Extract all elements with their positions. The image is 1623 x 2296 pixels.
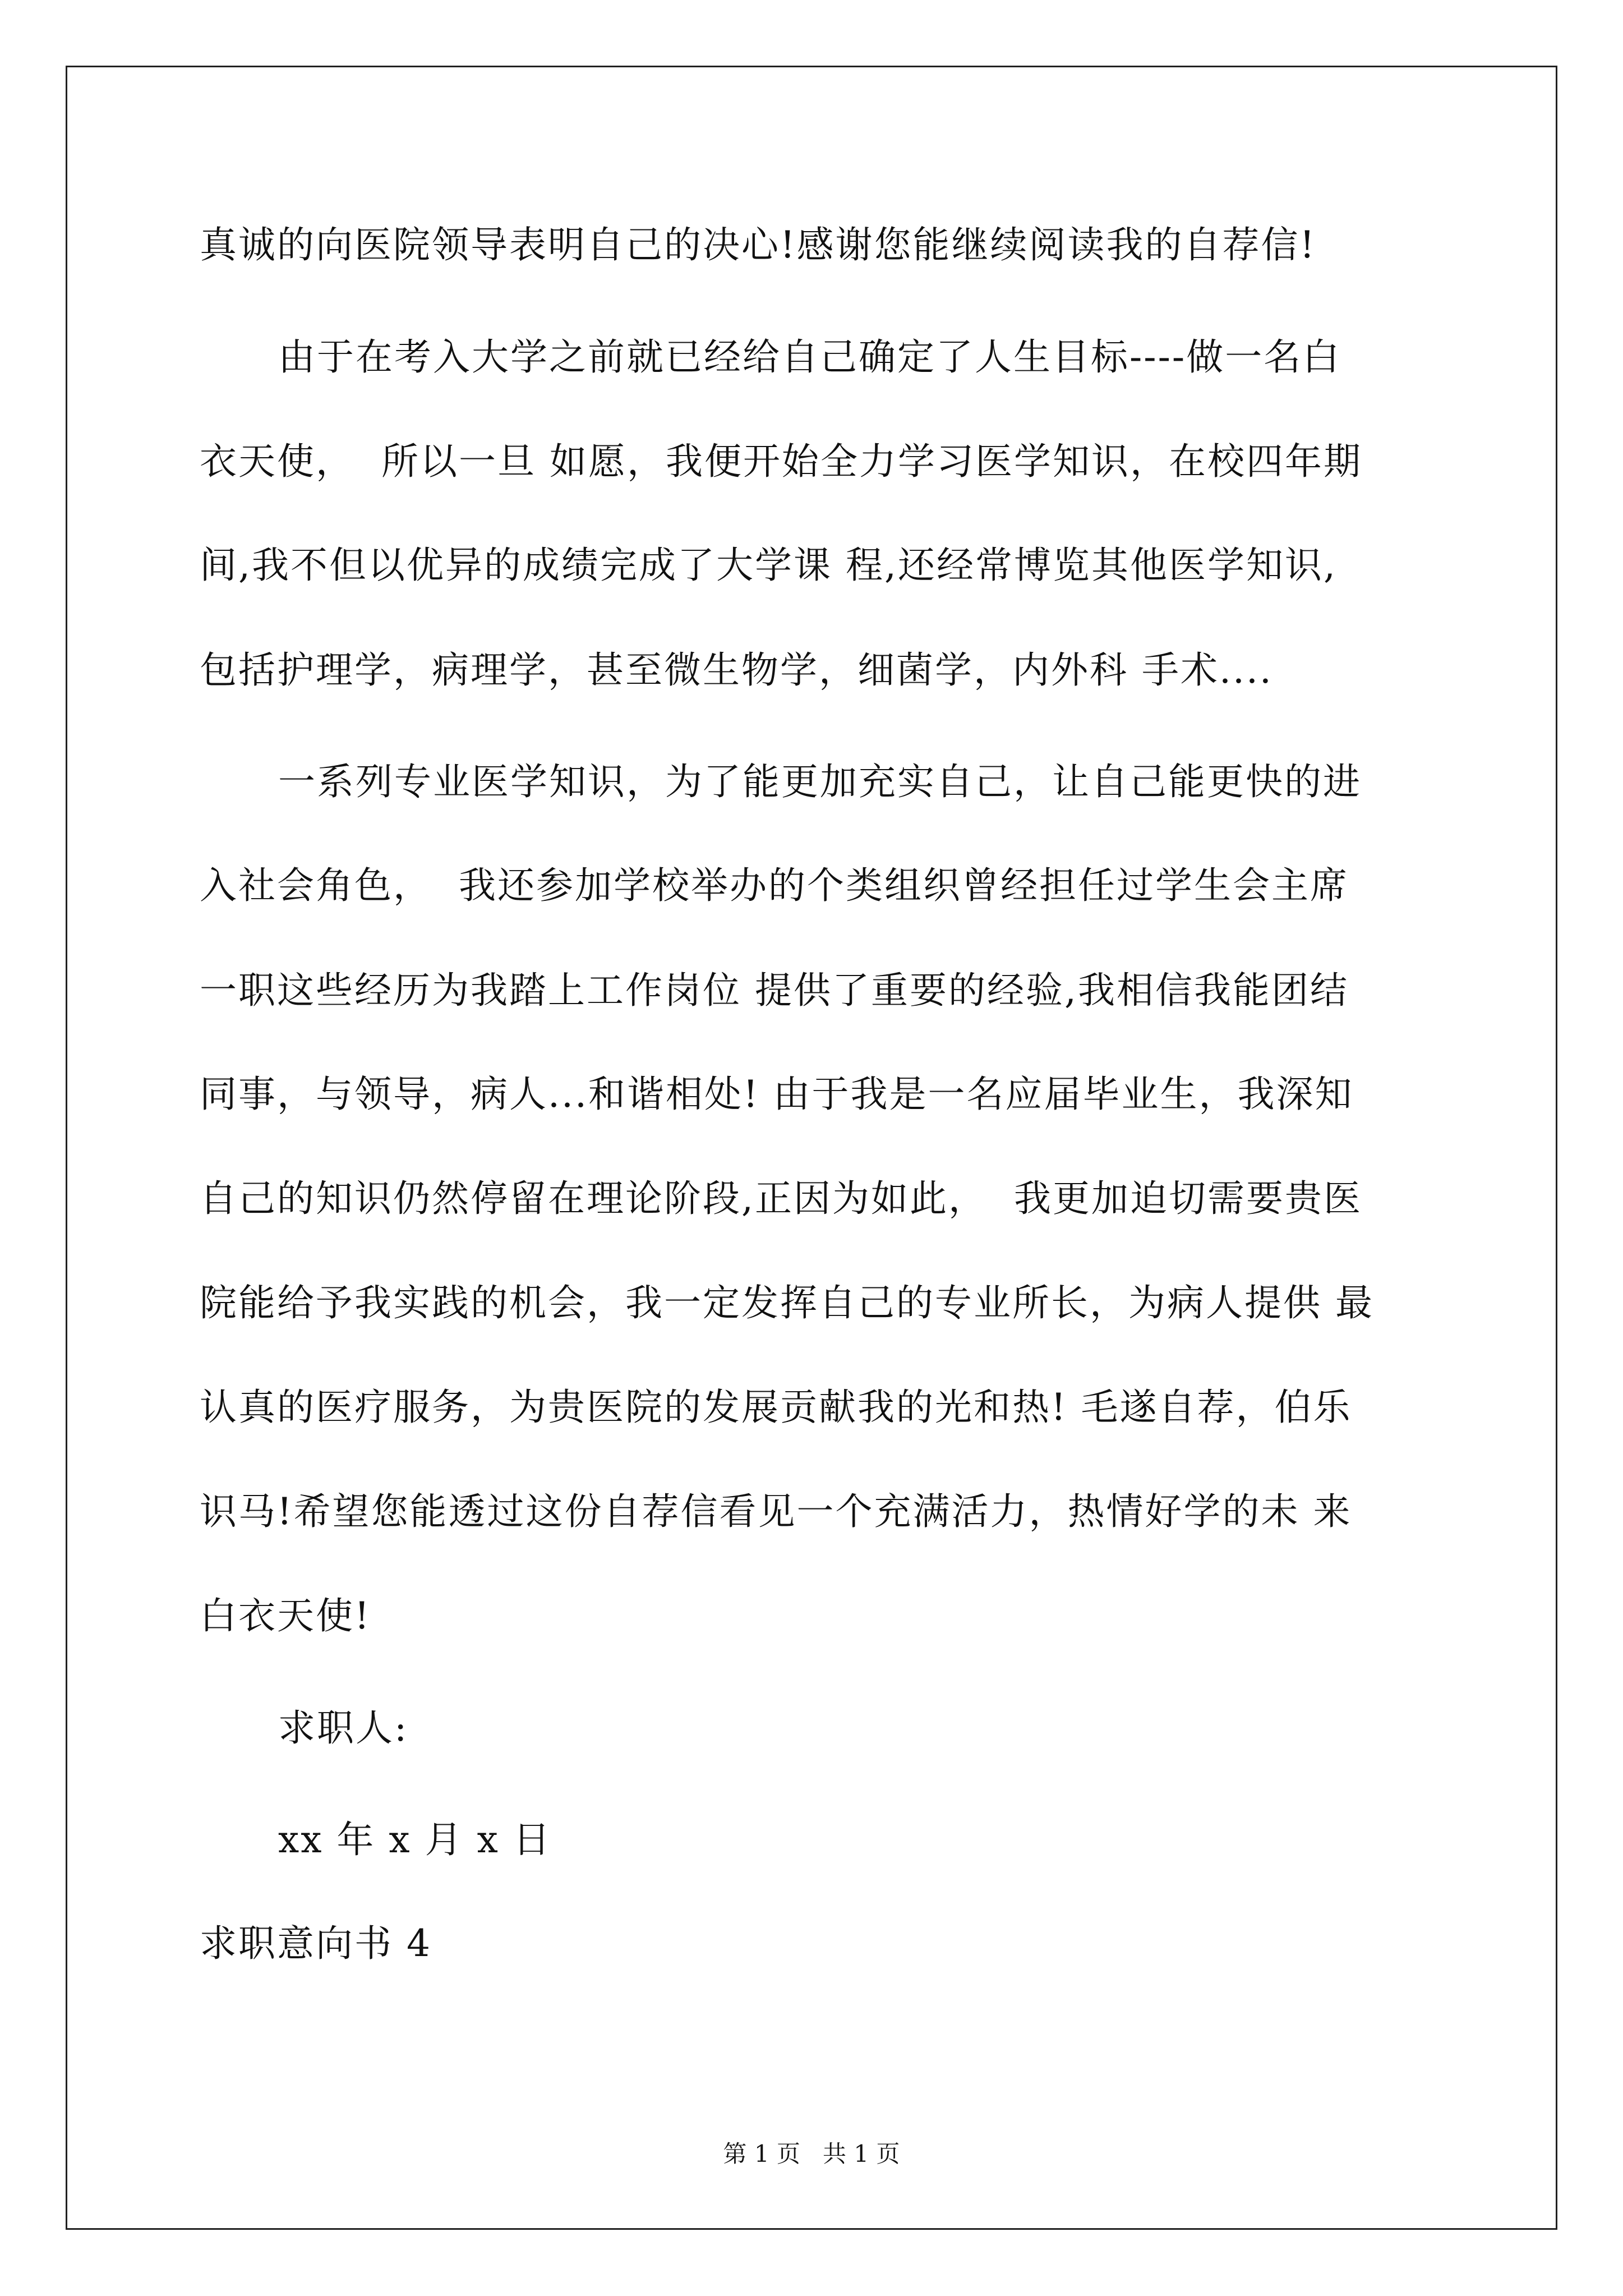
text-line: 由于在考入大学之前就已经给自己确定了人生目标----做一名白: [278, 335, 1341, 379]
date-line: xx 年 x 月 x 日: [278, 1818, 552, 1861]
applicant-label: 求职人:: [278, 1706, 409, 1750]
text-line: 真诚的向医院领导表明自己的决心!感谢您能继续阅读我的自荐信!: [200, 223, 1317, 266]
text-line: 认真的医疗服务，为贵医院的发展贡献我的光和热! 毛遂自荐，伯乐: [200, 1386, 1352, 1429]
text-line: 间,我不但以优异的成绩完成了大学课 程,还经常博览其他医学知识,: [200, 544, 1337, 587]
text-line: 包括护理学，病理学，甚至微生物学，细菌学，内外科 手术....: [200, 648, 1273, 692]
page-footer: 第 1 页 共 1 页: [723, 2140, 900, 2168]
page-border: [66, 66, 1557, 2230]
text-line: 白衣天使!: [200, 1594, 371, 1637]
text-line: 入社会角色， 我还参加学校举办的个类组织曾经担任过学生会主席: [200, 864, 1349, 907]
text-line: 一职这些经历为我踏上工作岗位 提供了重要的经验,我相信我能团结: [200, 969, 1349, 1012]
section-title: 求职意向书 4: [200, 1922, 432, 1965]
text-line: 院能给予我实践的机会，我一定发挥自己的专业所长，为病人提供 最: [200, 1281, 1374, 1324]
text-line: 一系列专业医学知识，为了能更加充实自己，让自己能更快的进: [278, 760, 1362, 803]
text-line: 同事，与领导，病人...和谐相处! 由于我是一名应届毕业生，我深知: [200, 1073, 1354, 1116]
text-line: 自己的知识仍然停留在理论阶段,正因为如此， 我更加迫切需要贵医: [200, 1177, 1362, 1220]
text-line: 识马!希望您能透过这份自荐信看见一个充满活力，热情好学的未 来: [200, 1490, 1352, 1533]
text-line: 衣天使， 所以一旦 如愿，我便开始全力学习医学知识，在校四年期: [200, 440, 1362, 483]
